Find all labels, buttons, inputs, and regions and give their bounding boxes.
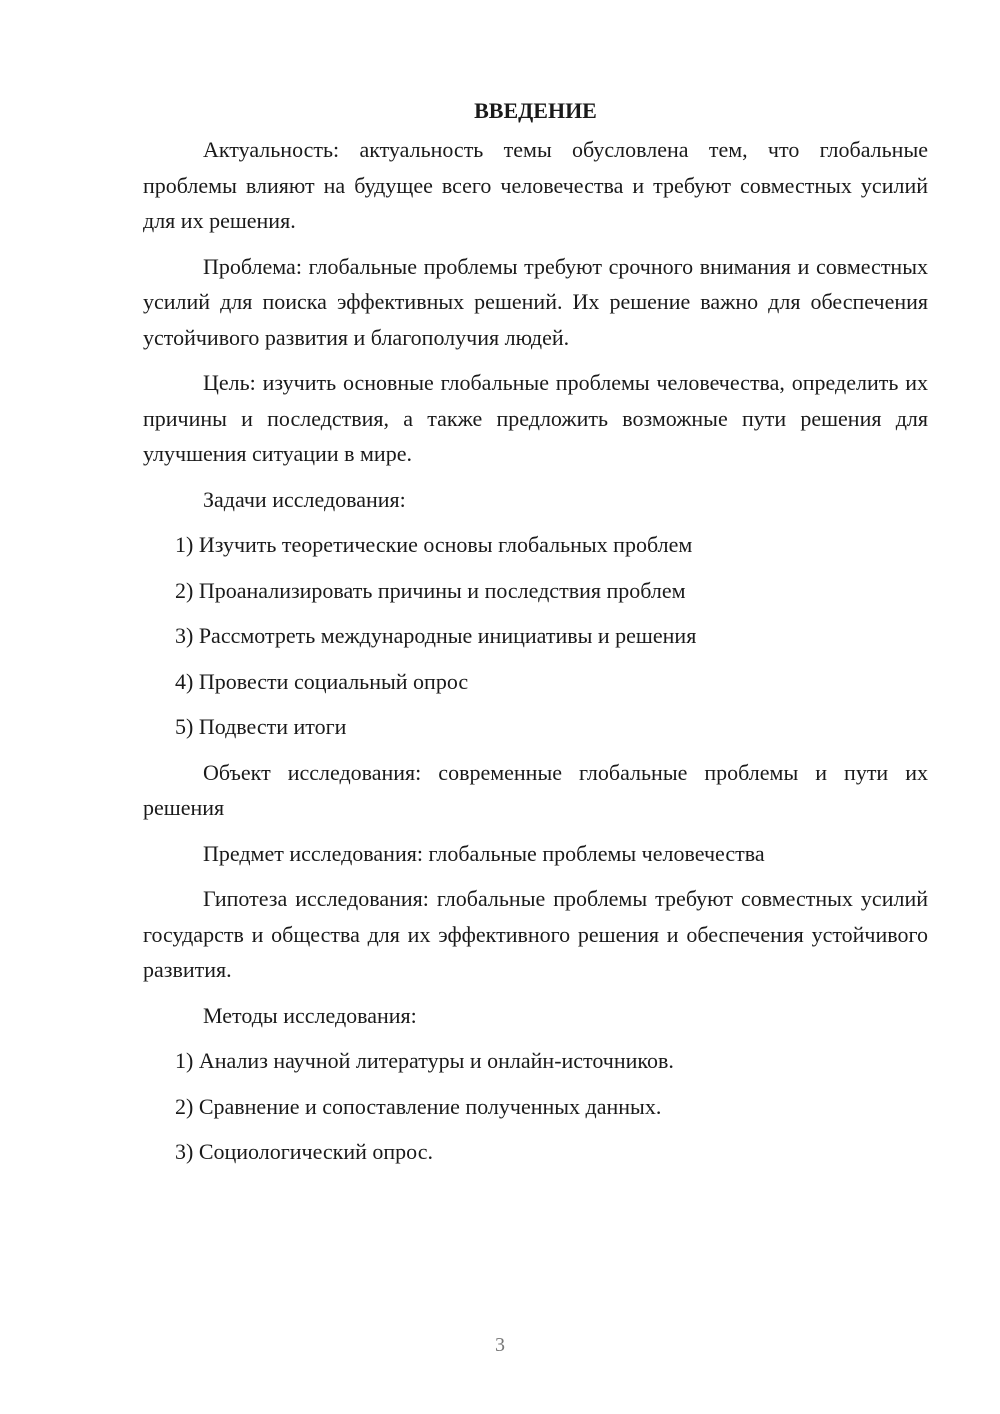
- list-item: 3) Рассмотреть международные инициативы и решения: [175, 623, 697, 648]
- methods-list: [143, 1043, 928, 1170]
- tasks-label: Задачи исследования:: [203, 486, 406, 512]
- subject-paragraph: Предмет исследования: глобальные проблемы человечества: [203, 840, 765, 866]
- goal-paragraph: Цель: изучить основные глобальные проблемы человечества, определить их причины и последствия, а также предложить возможные пути решения для улучшения ситуации в мире.: [143, 370, 928, 466]
- list-item: 2) Проанализировать причины и последствия проблем: [175, 577, 686, 603]
- page-number: 3: [495, 1334, 505, 1356]
- list-item: 4) Провести социальный опрос: [175, 668, 469, 694]
- object-paragraph: Объект исследования: современные глобальные проблемы и пути их решения: [143, 759, 928, 820]
- list-item: 1) Анализ научной литературы и онлайн-источников.: [175, 1048, 674, 1073]
- list-item: 2) Сравнение и сопоставление полученных данных.: [175, 1093, 662, 1119]
- hypothesis-paragraph: Гипотеза исследования: глобальные проблемы требуют совместных усилий государств и общества для их эффективного решения и обеспечения устойчивого развития.: [143, 886, 928, 982]
- document-page: [143, 96, 928, 1180]
- problem-paragraph: Проблема: глобальные проблемы требуют срочного внимания и совместных усилий для поиска эффективных решений. Их решение важно для обеспечения устойчивого развития и благополучия людей.: [143, 253, 928, 350]
- list-item: 5) Подвести итоги: [175, 714, 347, 739]
- list-item: 3) Социологический опрос.: [175, 1139, 433, 1164]
- tasks-list: [143, 527, 928, 745]
- document-title: ВВЕДЕНИЕ: [474, 98, 597, 123]
- methods-label: Методы исследования:: [203, 1002, 417, 1028]
- relevance-paragraph: Актуальность: актуальность темы обусловлена тем, что глобальные проблемы влияют на будущее всего человечества и требуют совместных усилий для их решения.: [143, 137, 928, 233]
- list-item: 1) Изучить теоретические основы глобальных проблем: [175, 532, 693, 557]
